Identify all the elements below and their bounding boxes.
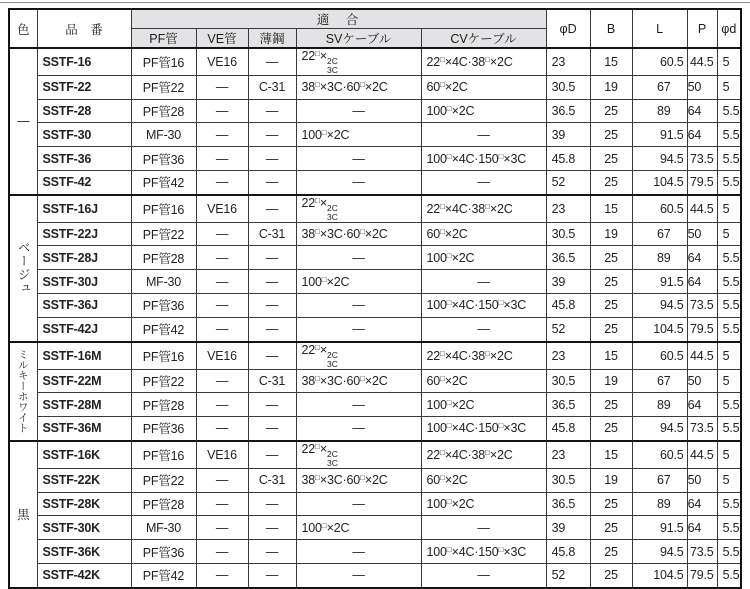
ve-pipe-cell: —: [196, 417, 248, 441]
ve-pipe-cell: —: [196, 563, 248, 587]
pf-pipe-cell: MF-30: [131, 123, 196, 147]
thin-steel-cell: —: [248, 48, 296, 75]
thin-steel-cell: —: [248, 393, 296, 417]
dim-b-cell: 15: [590, 342, 632, 369]
cv-cable-cell: 100□×2C: [421, 99, 546, 123]
ve-pipe-cell: VE16: [196, 342, 248, 369]
header-P: P: [687, 9, 717, 48]
pf-pipe-cell: PF管42: [131, 317, 196, 341]
pf-pipe-cell: PF管22: [131, 468, 196, 492]
color-group-label: 黒: [9, 441, 37, 588]
dim-b-cell: 25: [590, 393, 632, 417]
header-part-number: 品 番: [37, 9, 131, 48]
pf-pipe-cell: PF管36: [131, 417, 196, 441]
table-row: [9, 342, 741, 369]
dim-l-cell: 60.5: [632, 195, 687, 222]
dim-dd-cell: 5.5: [717, 563, 741, 587]
dim-l-cell: 60.5: [632, 48, 687, 75]
dim-l-cell: 94.5: [632, 540, 687, 564]
dim-d-cell: 45.8: [546, 417, 590, 441]
table-row: [9, 222, 741, 246]
thin-steel-cell: —: [248, 123, 296, 147]
pf-pipe-cell: PF管28: [131, 492, 196, 516]
part-number-cell: SSTF-36M: [37, 417, 131, 441]
dim-b-cell: 19: [590, 369, 632, 393]
ve-pipe-cell: —: [196, 123, 248, 147]
ve-pipe-cell: VE16: [196, 441, 248, 468]
pf-pipe-cell: PF管42: [131, 563, 196, 587]
dim-d-cell: 36.5: [546, 99, 590, 123]
dim-dd-cell: 5: [717, 441, 741, 468]
sv-cable-cell: —: [296, 540, 421, 564]
dim-l-cell: 67: [632, 222, 687, 246]
table-row: [9, 369, 741, 393]
dim-d-cell: 30.5: [546, 369, 590, 393]
sv-cable-cell: 22□× 2C 3C: [296, 441, 421, 468]
header-thin-steel: 薄鋼: [248, 29, 296, 49]
dim-l-cell: 67: [632, 75, 687, 99]
dim-p-cell: 64: [687, 123, 717, 147]
dim-l-cell: 104.5: [632, 317, 687, 341]
thin-steel-cell: —: [248, 195, 296, 222]
dim-p-cell: 73.5: [687, 147, 717, 171]
dim-d-cell: 45.8: [546, 294, 590, 318]
part-number-cell: SSTF-22K: [37, 468, 131, 492]
part-number-cell: SSTF-22J: [37, 222, 131, 246]
dim-d-cell: 30.5: [546, 222, 590, 246]
part-number-cell: SSTF-28: [37, 99, 131, 123]
dim-d-cell: 39: [546, 270, 590, 294]
cv-cable-cell: 100□×4C·150□×3C: [421, 417, 546, 441]
pf-pipe-cell: PF管16: [131, 195, 196, 222]
cv-cable-cell: 22□×4C·38□×2C: [421, 441, 546, 468]
cv-cable-cell: —: [421, 123, 546, 147]
table-row: [9, 468, 741, 492]
dim-d-cell: 30.5: [546, 468, 590, 492]
dim-b-cell: 25: [590, 171, 632, 195]
pf-pipe-cell: PF管22: [131, 222, 196, 246]
dim-b-cell: 19: [590, 75, 632, 99]
sv-cable-cell: 38□×3C·60□×2C: [296, 369, 421, 393]
sv-cable-cell: 22□× 2C 3C: [296, 342, 421, 369]
cv-cable-cell: 60□×2C: [421, 75, 546, 99]
header-B: B: [590, 9, 632, 48]
pf-pipe-cell: PF管22: [131, 369, 196, 393]
header-color: 色: [9, 9, 37, 48]
pf-pipe-cell: PF管28: [131, 99, 196, 123]
dim-dd-cell: 5: [717, 48, 741, 75]
pf-pipe-cell: PF管36: [131, 540, 196, 564]
pf-pipe-cell: PF管36: [131, 294, 196, 318]
ve-pipe-cell: —: [196, 75, 248, 99]
dim-l-cell: 94.5: [632, 294, 687, 318]
cv-cable-cell: 22□×4C·38□×2C: [421, 48, 546, 75]
cv-cable-cell: —: [421, 563, 546, 587]
dim-d-cell: 39: [546, 123, 590, 147]
dim-dd-cell: 5.5: [717, 147, 741, 171]
dim-b-cell: 19: [590, 222, 632, 246]
thin-steel-cell: —: [248, 417, 296, 441]
pf-pipe-cell: PF管28: [131, 246, 196, 270]
dim-d-cell: 36.5: [546, 393, 590, 417]
sv-cable-cell: 22□× 2C 3C: [296, 48, 421, 75]
ve-pipe-cell: —: [196, 270, 248, 294]
dim-dd-cell: 5.5: [717, 294, 741, 318]
part-number-cell: SSTF-42J: [37, 317, 131, 341]
cv-cable-cell: —: [421, 317, 546, 341]
cv-cable-cell: 100□×2C: [421, 246, 546, 270]
sv-cable-cell: —: [296, 492, 421, 516]
dim-dd-cell: 5: [717, 75, 741, 99]
table-row: [9, 540, 741, 564]
dim-dd-cell: 5.5: [717, 171, 741, 195]
dim-d-cell: 36.5: [546, 246, 590, 270]
dim-b-cell: 19: [590, 468, 632, 492]
table-row: [9, 492, 741, 516]
sv-cable-cell: 100□×2C: [296, 270, 421, 294]
dim-dd-cell: 5.5: [717, 516, 741, 540]
table-row: [9, 393, 741, 417]
ve-pipe-cell: —: [196, 468, 248, 492]
part-number-cell: SSTF-16M: [37, 342, 131, 369]
dim-d-cell: 45.8: [546, 540, 590, 564]
sv-cable-cell: —: [296, 393, 421, 417]
dim-p-cell: 64: [687, 270, 717, 294]
table-row: [9, 516, 741, 540]
table-row: [9, 294, 741, 318]
thin-steel-cell: —: [248, 516, 296, 540]
pf-pipe-cell: MF-30: [131, 270, 196, 294]
dim-p-cell: 73.5: [687, 417, 717, 441]
dim-dd-cell: 5: [717, 195, 741, 222]
dim-l-cell: 89: [632, 246, 687, 270]
dim-l-cell: 60.5: [632, 441, 687, 468]
sv-cable-cell: —: [296, 417, 421, 441]
part-number-cell: SSTF-30K: [37, 516, 131, 540]
part-number-cell: SSTF-28J: [37, 246, 131, 270]
ve-pipe-cell: —: [196, 99, 248, 123]
dim-d-cell: 52: [546, 563, 590, 587]
dim-b-cell: 25: [590, 417, 632, 441]
header-fit: 適 合: [131, 9, 546, 29]
dim-b-cell: 25: [590, 492, 632, 516]
pf-pipe-cell: PF管16: [131, 441, 196, 468]
dim-l-cell: 104.5: [632, 171, 687, 195]
pf-pipe-cell: MF-30: [131, 516, 196, 540]
dim-l-cell: 94.5: [632, 417, 687, 441]
thin-steel-cell: C-31: [248, 75, 296, 99]
color-group-label: —: [9, 48, 37, 195]
header-cv-cable: CVケーブル: [421, 29, 546, 49]
thin-steel-cell: C-31: [248, 468, 296, 492]
dim-l-cell: 89: [632, 492, 687, 516]
pf-pipe-cell: PF管42: [131, 171, 196, 195]
spec-table: [8, 8, 742, 589]
cv-cable-cell: —: [421, 171, 546, 195]
ve-pipe-cell: —: [196, 222, 248, 246]
pf-pipe-cell: PF管36: [131, 147, 196, 171]
dim-b-cell: 15: [590, 441, 632, 468]
table-row: [9, 417, 741, 441]
pf-pipe-cell: PF管28: [131, 393, 196, 417]
sv-cable-cell: 38□×3C·60□×2C: [296, 222, 421, 246]
cv-cable-cell: 100□×2C: [421, 393, 546, 417]
part-number-cell: SSTF-36K: [37, 540, 131, 564]
thin-steel-cell: —: [248, 492, 296, 516]
part-number-cell: SSTF-42K: [37, 563, 131, 587]
thin-steel-cell: —: [248, 441, 296, 468]
part-number-cell: SSTF-30: [37, 123, 131, 147]
sv-cable-cell: —: [296, 99, 421, 123]
dim-l-cell: 67: [632, 369, 687, 393]
ve-pipe-cell: —: [196, 294, 248, 318]
cv-cable-cell: 100□×4C·150□×3C: [421, 147, 546, 171]
dim-b-cell: 25: [590, 317, 632, 341]
dim-l-cell: 91.5: [632, 270, 687, 294]
dim-dd-cell: 5: [717, 468, 741, 492]
thin-steel-cell: —: [248, 317, 296, 341]
table-row: [9, 147, 741, 171]
ve-pipe-cell: —: [196, 369, 248, 393]
dim-b-cell: 25: [590, 99, 632, 123]
table-row: [9, 99, 741, 123]
color-group-label: ベージュ: [9, 195, 37, 342]
dim-l-cell: 104.5: [632, 563, 687, 587]
sv-cable-cell: —: [296, 563, 421, 587]
ve-pipe-cell: —: [196, 492, 248, 516]
pf-pipe-cell: PF管16: [131, 342, 196, 369]
header-dia-d: φd: [717, 9, 741, 48]
dim-p-cell: 50: [687, 369, 717, 393]
part-number-cell: SSTF-36J: [37, 294, 131, 318]
dim-dd-cell: 5: [717, 222, 741, 246]
dim-dd-cell: 5.5: [717, 123, 741, 147]
dim-b-cell: 25: [590, 270, 632, 294]
ve-pipe-cell: —: [196, 246, 248, 270]
table-row: [9, 195, 741, 222]
dim-p-cell: 64: [687, 246, 717, 270]
table-row: [9, 171, 741, 195]
dim-d-cell: 30.5: [546, 75, 590, 99]
dim-d-cell: 23: [546, 48, 590, 75]
thin-steel-cell: —: [248, 563, 296, 587]
part-number-cell: SSTF-22M: [37, 369, 131, 393]
dim-b-cell: 25: [590, 540, 632, 564]
sv-cable-cell: —: [296, 171, 421, 195]
thin-steel-cell: —: [248, 171, 296, 195]
ve-pipe-cell: —: [196, 393, 248, 417]
dim-l-cell: 67: [632, 468, 687, 492]
dim-dd-cell: 5: [717, 342, 741, 369]
dim-p-cell: 73.5: [687, 540, 717, 564]
thin-steel-cell: —: [248, 342, 296, 369]
cv-cable-cell: 60□×2C: [421, 222, 546, 246]
table-row: [9, 270, 741, 294]
sv-cable-cell: —: [296, 147, 421, 171]
dim-d-cell: 39: [546, 516, 590, 540]
part-number-cell: SSTF-28M: [37, 393, 131, 417]
part-number-cell: SSTF-28K: [37, 492, 131, 516]
dim-p-cell: 64: [687, 492, 717, 516]
cv-cable-cell: 60□×2C: [421, 369, 546, 393]
dim-d-cell: 52: [546, 317, 590, 341]
table-row: [9, 317, 741, 341]
dim-l-cell: 91.5: [632, 516, 687, 540]
part-number-cell: SSTF-16: [37, 48, 131, 75]
sv-cable-cell: 38□×3C·60□×2C: [296, 75, 421, 99]
dim-b-cell: 25: [590, 147, 632, 171]
header-sv-cable: SVケーブル: [296, 29, 421, 49]
part-number-cell: SSTF-42: [37, 171, 131, 195]
ve-pipe-cell: —: [196, 516, 248, 540]
thin-steel-cell: —: [248, 540, 296, 564]
cv-cable-cell: 22□×4C·38□×2C: [421, 342, 546, 369]
dim-l-cell: 89: [632, 99, 687, 123]
part-number-cell: SSTF-30J: [37, 270, 131, 294]
dim-dd-cell: 5.5: [717, 99, 741, 123]
dim-dd-cell: 5.5: [717, 246, 741, 270]
sv-cable-cell: 22□× 2C 3C: [296, 195, 421, 222]
dim-l-cell: 89: [632, 393, 687, 417]
dim-d-cell: 23: [546, 342, 590, 369]
thin-steel-cell: —: [248, 147, 296, 171]
thin-steel-cell: C-31: [248, 369, 296, 393]
header-pf-pipe: PF管: [131, 29, 196, 49]
sv-cable-cell: —: [296, 246, 421, 270]
dim-p-cell: 50: [687, 75, 717, 99]
dim-p-cell: 44.5: [687, 48, 717, 75]
part-number-cell: SSTF-16J: [37, 195, 131, 222]
dim-dd-cell: 5: [717, 369, 741, 393]
dim-b-cell: 25: [590, 123, 632, 147]
color-group-label: ミルキーホワイト: [9, 342, 37, 441]
dim-d-cell: 23: [546, 441, 590, 468]
cv-cable-cell: 100□×4C·150□×3C: [421, 294, 546, 318]
thin-steel-cell: —: [248, 294, 296, 318]
ve-pipe-cell: VE16: [196, 48, 248, 75]
thin-steel-cell: —: [248, 270, 296, 294]
thin-steel-cell: —: [248, 246, 296, 270]
pf-pipe-cell: PF管16: [131, 48, 196, 75]
thin-steel-cell: C-31: [248, 222, 296, 246]
dim-p-cell: 64: [687, 516, 717, 540]
dim-d-cell: 23: [546, 195, 590, 222]
ve-pipe-cell: —: [196, 540, 248, 564]
dim-p-cell: 79.5: [687, 563, 717, 587]
thin-steel-cell: —: [248, 99, 296, 123]
part-number-cell: SSTF-16K: [37, 441, 131, 468]
header-ve-pipe: VE管: [196, 29, 248, 49]
pf-pipe-cell: PF管22: [131, 75, 196, 99]
ve-pipe-cell: —: [196, 317, 248, 341]
cv-cable-cell: 22□×4C·38□×2C: [421, 195, 546, 222]
dim-p-cell: 44.5: [687, 195, 717, 222]
ve-pipe-cell: VE16: [196, 195, 248, 222]
dim-p-cell: 79.5: [687, 171, 717, 195]
part-number-cell: SSTF-36: [37, 147, 131, 171]
ve-pipe-cell: —: [196, 171, 248, 195]
header-dia-D: φD: [546, 9, 590, 48]
cv-cable-cell: —: [421, 270, 546, 294]
dim-d-cell: 52: [546, 171, 590, 195]
sv-cable-cell: 100□×2C: [296, 123, 421, 147]
table-row: [9, 246, 741, 270]
dim-dd-cell: 5.5: [717, 270, 741, 294]
dim-p-cell: 64: [687, 99, 717, 123]
dim-dd-cell: 5.5: [717, 317, 741, 341]
dim-d-cell: 45.8: [546, 147, 590, 171]
dim-p-cell: 44.5: [687, 441, 717, 468]
dim-d-cell: 36.5: [546, 492, 590, 516]
dim-p-cell: 79.5: [687, 317, 717, 341]
table-row: [9, 75, 741, 99]
table-row: [9, 48, 741, 75]
cv-cable-cell: —: [421, 516, 546, 540]
dim-p-cell: 64: [687, 393, 717, 417]
table-row: [9, 441, 741, 468]
dim-p-cell: 50: [687, 222, 717, 246]
dim-l-cell: 94.5: [632, 147, 687, 171]
dim-p-cell: 50: [687, 468, 717, 492]
table-row: [9, 563, 741, 587]
header-L: L: [632, 9, 687, 48]
dim-b-cell: 25: [590, 516, 632, 540]
dim-dd-cell: 5.5: [717, 393, 741, 417]
table-row: [9, 123, 741, 147]
dim-p-cell: 44.5: [687, 342, 717, 369]
dim-b-cell: 25: [590, 246, 632, 270]
cv-cable-cell: 60□×2C: [421, 468, 546, 492]
dim-dd-cell: 5.5: [717, 492, 741, 516]
dim-b-cell: 25: [590, 294, 632, 318]
dim-b-cell: 25: [590, 563, 632, 587]
dim-dd-cell: 5.5: [717, 417, 741, 441]
sv-cable-cell: —: [296, 317, 421, 341]
dim-b-cell: 15: [590, 195, 632, 222]
dim-dd-cell: 5.5: [717, 540, 741, 564]
sv-cable-cell: 100□×2C: [296, 516, 421, 540]
top-rule: [0, 2, 750, 3]
cv-cable-cell: 100□×2C: [421, 492, 546, 516]
dim-p-cell: 73.5: [687, 294, 717, 318]
cv-cable-cell: 100□×4C·150□×3C: [421, 540, 546, 564]
sv-cable-cell: 38□×3C·60□×2C: [296, 468, 421, 492]
ve-pipe-cell: —: [196, 147, 248, 171]
dim-b-cell: 15: [590, 48, 632, 75]
sv-cable-cell: —: [296, 294, 421, 318]
part-number-cell: SSTF-22: [37, 75, 131, 99]
dim-l-cell: 91.5: [632, 123, 687, 147]
spec-table-body: [9, 48, 741, 588]
dim-l-cell: 60.5: [632, 342, 687, 369]
